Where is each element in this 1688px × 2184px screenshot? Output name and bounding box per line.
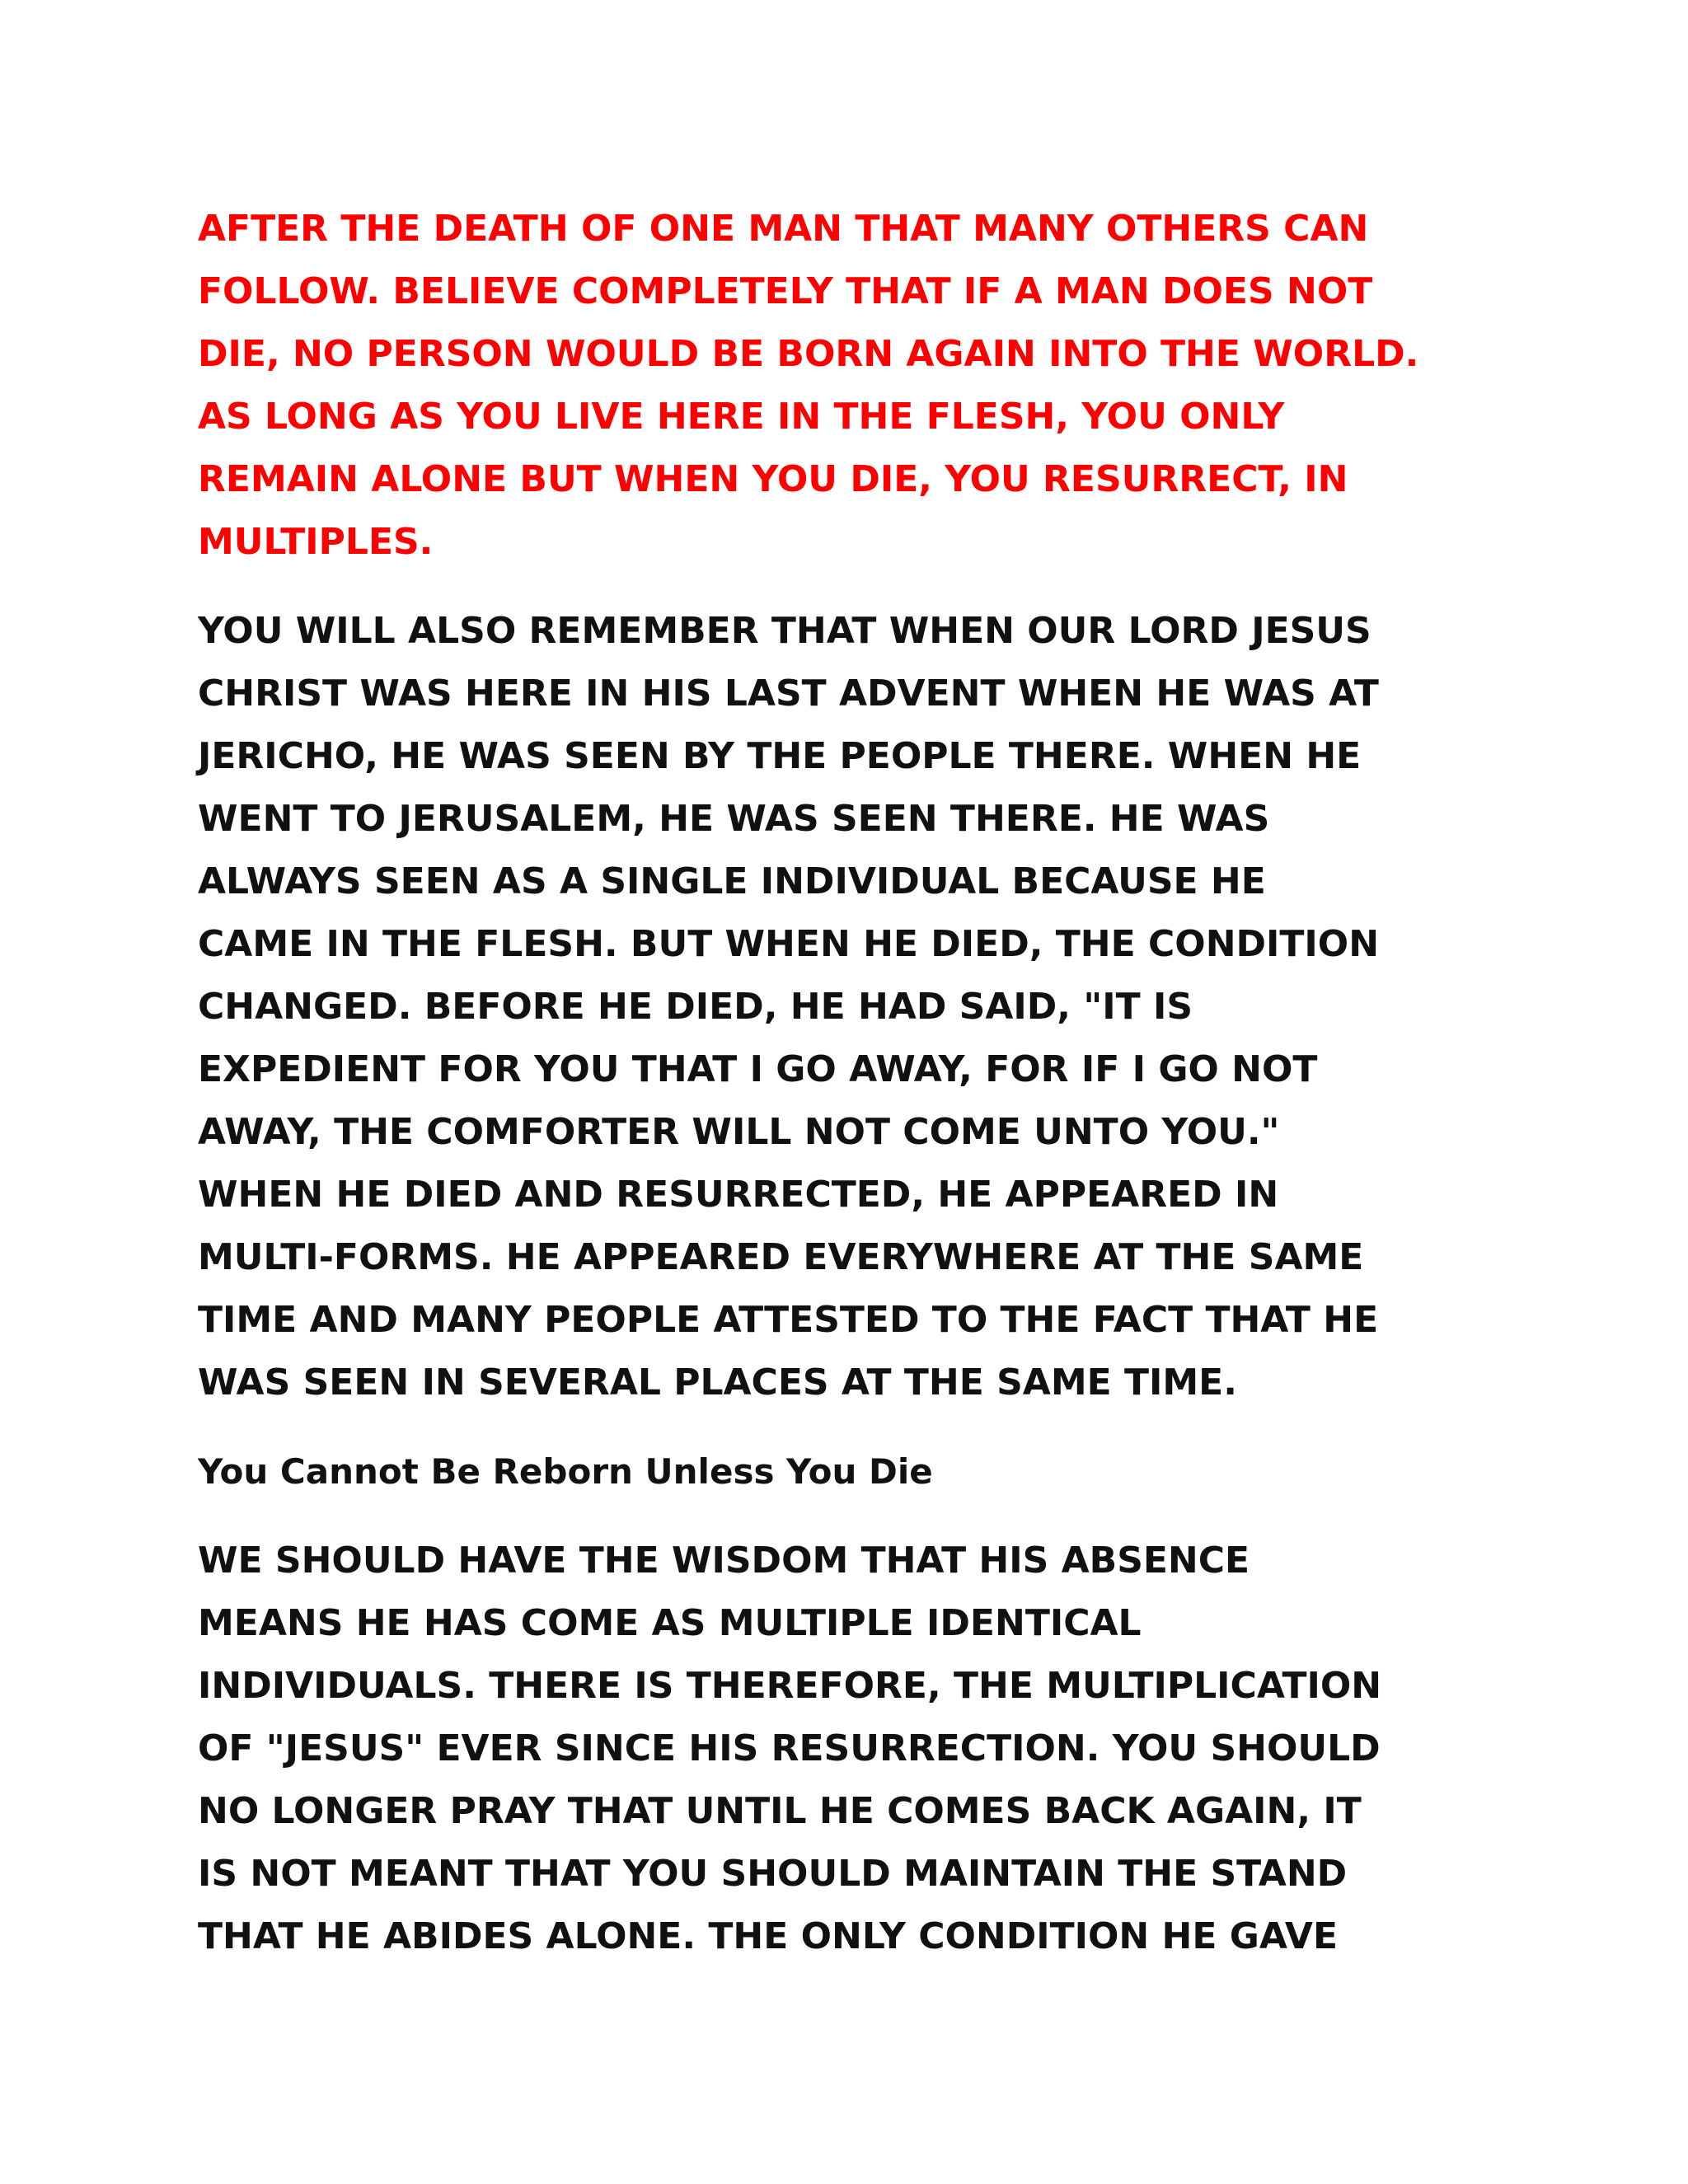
text-line: WENT TO JERUSALEM, HE WAS SEEN THERE. HE WAS <box>198 798 1270 840</box>
text-line: REMAIN ALONE BUT WHEN YOU DIE, YOU RESURRECT, IN <box>198 458 1348 500</box>
text-line: OF "JESUS" EVER SINCE HIS RESURRECTION. YOU SHOULD <box>198 1727 1381 1769</box>
text-line: INDIVIDUALS. THERE IS THEREFORE, THE MULTIPLICATION <box>198 1665 1382 1707</box>
text-line: YOU WILL ALSO REMEMBER THAT WHEN OUR LORD JESUS <box>198 610 1372 652</box>
body-paragraph <box>198 1530 1525 1968</box>
text-line: NO LONGER PRAY THAT UNTIL HE COMES BACK AGAIN, IT <box>198 1790 1362 1832</box>
body-paragraph <box>198 600 1525 1414</box>
text-line: WAS SEEN IN SEVERAL PLACES AT THE SAME TIME. <box>198 1361 1237 1404</box>
text-line: THAT HE ABIDES ALONE. THE ONLY CONDITION HE GAVE <box>198 1915 1339 1957</box>
text-line: MULTIPLES. <box>198 521 434 563</box>
section-heading: You Cannot Be Reborn Unless You Die <box>198 1451 933 1492</box>
text-line: TIME AND MANY PEOPLE ATTESTED TO THE FACT THAT HE <box>198 1299 1379 1341</box>
text-line: AFTER THE DEATH OF ONE MAN THAT MANY OTHERS CAN <box>198 208 1369 250</box>
text-line: CAME IN THE FLESH. BUT WHEN HE DIED, THE CONDITION <box>198 923 1380 965</box>
text-line: EXPEDIENT FOR YOU THAT I GO AWAY, FOR IF I GO NOT <box>198 1048 1318 1090</box>
text-line: IS NOT MEANT THAT YOU SHOULD MAINTAIN THE STAND <box>198 1853 1348 1895</box>
document-page <box>198 198 1525 1968</box>
text-line: MEANS HE HAS COME AS MULTIPLE IDENTICAL <box>198 1602 1142 1644</box>
text-line: WHEN HE DIED AND RESURRECTED, HE APPEARED IN <box>198 1174 1279 1216</box>
text-line: FOLLOW. BELIEVE COMPLETELY THAT IF A MAN DOES NOT <box>198 270 1373 312</box>
text-line: AWAY, THE COMFORTER WILL NOT COME UNTO YOU." <box>198 1111 1280 1153</box>
text-line: CHRIST WAS HERE IN HIS LAST ADVENT WHEN HE WAS AT <box>198 673 1379 715</box>
text-line: CHANGED. BEFORE HE DIED, HE HAD SAID, "IT IS <box>198 986 1193 1028</box>
text-line: JERICHO, HE WAS SEEN BY THE PEOPLE THERE. WHEN HE <box>198 735 1362 777</box>
text-line: AS LONG AS YOU LIVE HERE IN THE FLESH, YOU ONLY <box>198 396 1285 438</box>
text-line: MULTI-FORMS. HE APPEARED EVERYWHERE AT THE SAME <box>198 1236 1364 1278</box>
text-line: WE SHOULD HAVE THE WISDOM THAT HIS ABSENCE <box>198 1540 1250 1582</box>
text-line: DIE, NO PERSON WOULD BE BORN AGAIN INTO THE WORLD. <box>198 333 1419 375</box>
highlighted-paragraph <box>198 198 1525 574</box>
text-line: ALWAYS SEEN AS A SINGLE INDIVIDUAL BECAUSE HE <box>198 860 1266 902</box>
